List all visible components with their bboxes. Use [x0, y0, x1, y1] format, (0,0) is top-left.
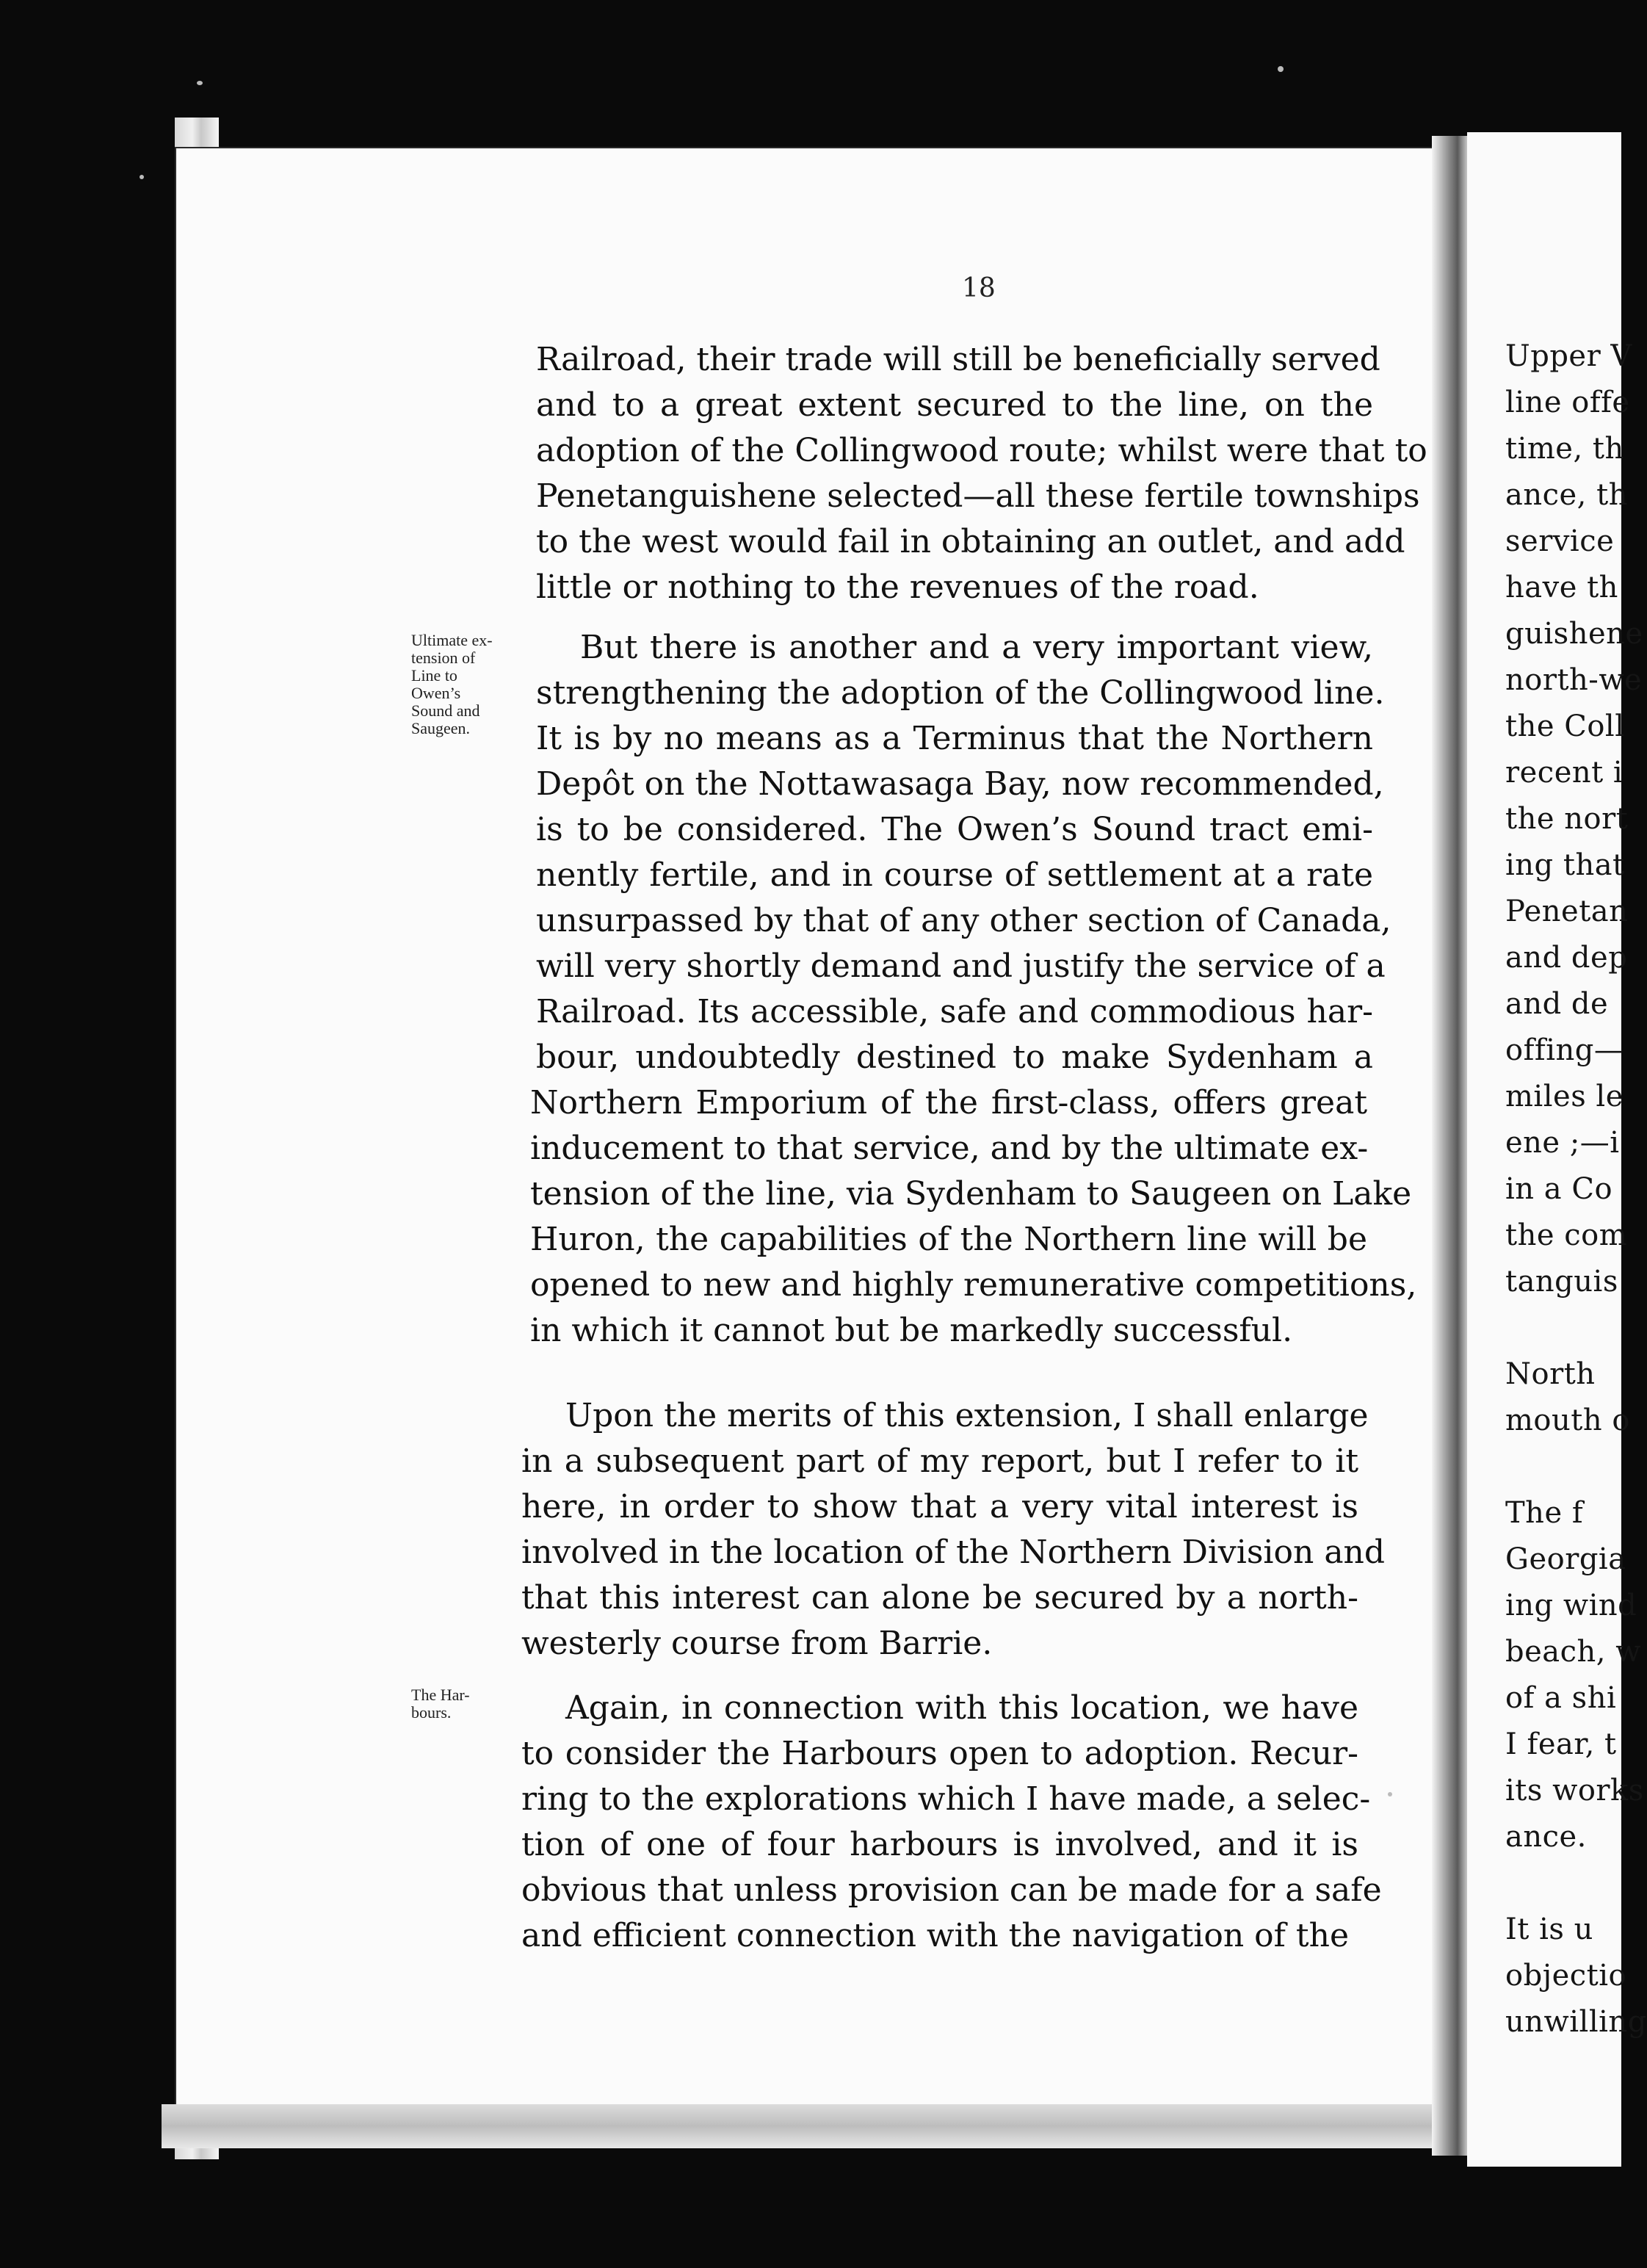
dust-speck	[140, 175, 144, 179]
facing-page-line: guishene	[1505, 617, 1643, 651]
facing-page-line: ing that	[1505, 848, 1625, 882]
book-gutter	[1432, 136, 1469, 2156]
text-line: that this interest can alone be secured by a north-	[521, 1579, 1358, 1617]
dust-speck	[1388, 1792, 1392, 1796]
text-line: is to be considered. The Owen’s Sound tract emi-	[536, 811, 1373, 848]
page-number: 18	[962, 273, 996, 303]
text-line: Depôt on the Nottawasaga Bay, now recommended,	[536, 765, 1384, 803]
text-line: tension of the line, via Sydenham to Saugeen on Lake	[530, 1175, 1412, 1213]
facing-page-line: The f	[1505, 1496, 1584, 1530]
facing-page-line: tanguis	[1505, 1265, 1618, 1299]
facing-page-line: Penetan	[1505, 895, 1629, 928]
facing-page-line: the Coll	[1505, 709, 1625, 743]
facing-page-line: unwilling	[1505, 2005, 1647, 2039]
facing-page-line: time, th	[1505, 432, 1624, 466]
text-line: to consider the Harbours open to adoption. Recur-	[521, 1735, 1358, 1772]
text-line: tion of one of four harbours is involved, and it is	[521, 1826, 1358, 1863]
facing-page-line: and dep	[1505, 941, 1628, 975]
margin-note	[411, 1686, 521, 1722]
facing-page-line: and de	[1505, 987, 1609, 1021]
facing-page-line: ance, th	[1505, 478, 1628, 512]
facing-page-line: beach, w	[1505, 1635, 1641, 1669]
facing-page-line: North	[1505, 1357, 1596, 1391]
facing-page-line: the com	[1505, 1218, 1628, 1252]
facing-page-line: north-we	[1505, 663, 1643, 697]
facing-page-line: of a shi	[1505, 1681, 1617, 1715]
text-line: westerly course from Barrie.	[521, 1625, 993, 1662]
facing-page-line: ance.	[1505, 1820, 1587, 1854]
text-line: It is by no means as a Terminus that the Northern	[536, 720, 1373, 757]
text-line: Huron, the capabilities of the Northern line will be	[530, 1221, 1367, 1258]
text-line: in a subsequent part of my report, but I refer to it	[521, 1442, 1358, 1480]
facing-page-line: ing wind	[1505, 1589, 1637, 1622]
margin-note-line: Owen’s	[411, 684, 461, 702]
text-line: will very shortly demand and justify the service of a	[536, 947, 1386, 985]
margin-note-line: bours.	[411, 1703, 452, 1722]
facing-page-line: the nort	[1505, 802, 1629, 836]
margin-note-line: Ultimate ex-	[411, 631, 493, 649]
facing-page-line: service	[1505, 524, 1615, 558]
margin-note	[411, 632, 521, 737]
margin-note-line: tension of	[411, 649, 476, 667]
text-line: adoption of the Collingwood route; whilst were that to	[536, 432, 1427, 469]
text-line: ring to the explorations which I have made, a selec-	[521, 1780, 1371, 1818]
facing-page-line: line offe	[1505, 386, 1630, 419]
text-line: inducement to that service, and by the ultimate ex-	[530, 1130, 1369, 1167]
text-line: little or nothing to the revenues of the road.	[536, 568, 1259, 606]
text-line: nently fertile, and in course of settlement at a rate	[536, 856, 1373, 894]
text-line: obvious that unless provision can be made for a safe	[521, 1871, 1382, 1909]
margin-note-line: Line to	[411, 666, 457, 685]
facing-page-line: its works	[1505, 1774, 1644, 1807]
text-line: in which it cannot but be markedly successful.	[530, 1312, 1293, 1349]
margin-note-line: Saugeen.	[411, 719, 471, 737]
facing-page-line: It is u	[1505, 1913, 1593, 1946]
text-line: and efficient connection with the navigation of the	[521, 1917, 1349, 1954]
text-line: involved in the location of the Northern Division and	[521, 1534, 1386, 1571]
facing-page-line: Georgia	[1505, 1542, 1626, 1576]
text-line: Again, in connection with this location, we have	[565, 1689, 1358, 1727]
facing-page-line: miles le	[1505, 1080, 1624, 1113]
text-line: unsurpassed by that of any other section of Canada,	[536, 902, 1391, 939]
facing-page-line: I fear, t	[1505, 1727, 1617, 1761]
dust-speck	[197, 81, 203, 85]
text-line: opened to new and highly remunerative competitions,	[530, 1266, 1417, 1304]
text-line: bour, undoubtedly destined to make Sydenham a	[536, 1039, 1373, 1076]
facing-page-line: recent i	[1505, 756, 1624, 790]
text-line: here, in order to show that a very vital interest is	[521, 1488, 1358, 1525]
text-line: strengthening the adoption of the Collingwood line.	[536, 674, 1385, 712]
text-line: Upon the merits of this extension, I shall enlarge	[565, 1397, 1369, 1434]
text-line: Northern Emporium of the first-class, offers great	[530, 1084, 1367, 1122]
facing-page-line: Upper V	[1505, 339, 1632, 373]
facing-page-line: have th	[1505, 571, 1618, 604]
text-line: Railroad. Its accessible, safe and commodious har-	[536, 993, 1373, 1030]
margin-note-line: The Har-	[411, 1686, 470, 1704]
text-line: But there is another and a very important view,	[580, 629, 1373, 666]
facing-page-line: objectio	[1505, 1959, 1627, 1993]
facing-page-line: in a Co	[1505, 1172, 1613, 1206]
text-line: to the west would fail in obtaining an outlet, and add	[536, 523, 1405, 560]
dust-speck	[1278, 66, 1284, 72]
margin-note-line: Sound and	[411, 701, 480, 720]
text-line: Penetanguishene selected—all these fertile townships	[536, 477, 1420, 515]
facing-page-line: mouth o	[1505, 1404, 1630, 1437]
facing-page	[1467, 132, 1647, 2167]
page-edge-bottom	[162, 2104, 1461, 2148]
text-line: and to a great extent secured to the line, on the	[536, 386, 1373, 424]
facing-page-line: ene ;—i	[1505, 1126, 1620, 1160]
facing-page-line: offing—	[1505, 1033, 1624, 1067]
text-line: Railroad, their trade will still be beneficially served	[536, 341, 1380, 378]
